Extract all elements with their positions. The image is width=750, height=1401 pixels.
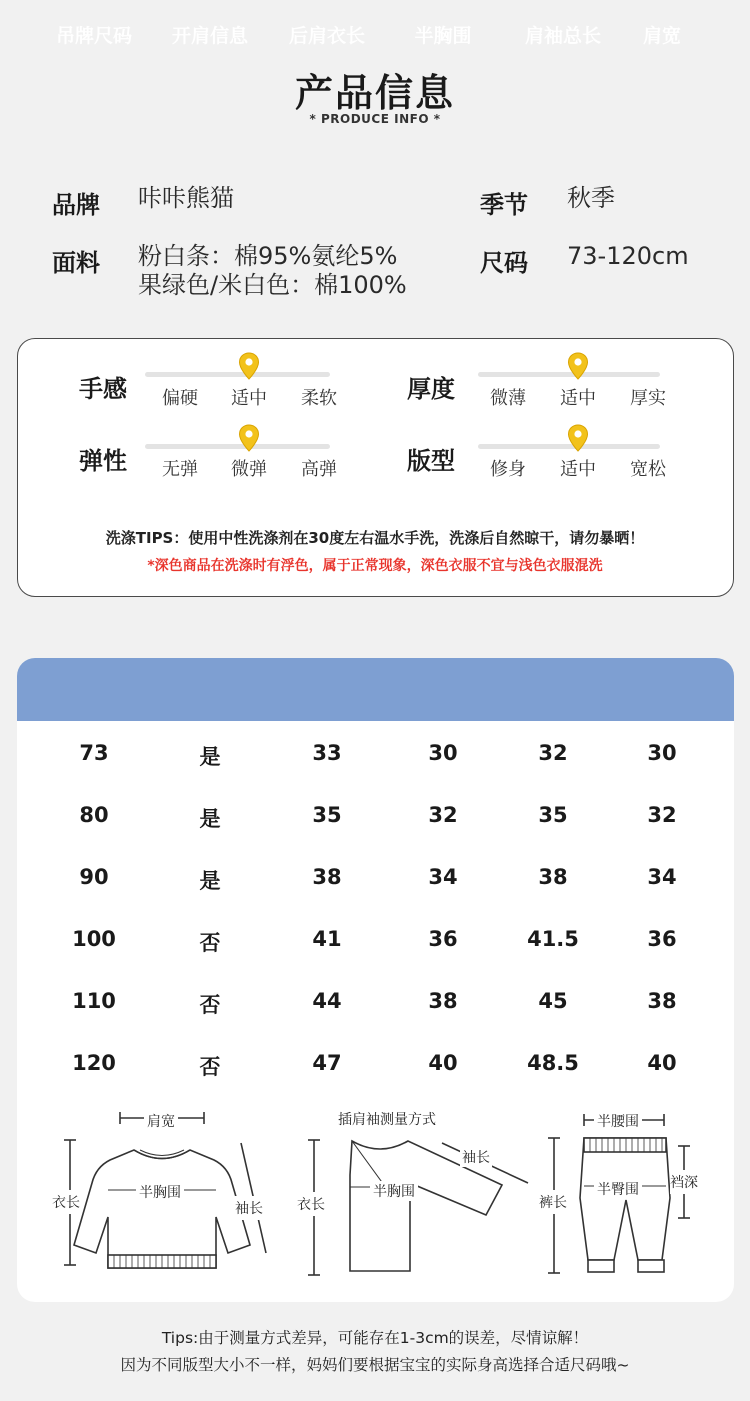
table-cell: 34 bbox=[647, 865, 677, 889]
attr-option: 偏硬 bbox=[162, 388, 198, 409]
col-header: 吊牌尺码 bbox=[55, 25, 132, 47]
table-cell: 100 bbox=[72, 927, 116, 951]
diagram-label: 半腰围 bbox=[594, 1111, 642, 1131]
diagram-label: 裆深 bbox=[670, 1170, 698, 1194]
diagram-label: 袖长 bbox=[235, 1196, 263, 1220]
location-pin-icon bbox=[567, 424, 589, 452]
diagram-label: 半臀围 bbox=[594, 1179, 642, 1199]
diagram-label: 衣长 bbox=[52, 1190, 80, 1214]
table-cell: 47 bbox=[312, 1051, 342, 1075]
table-cell: 45 bbox=[538, 989, 568, 1013]
diagram-label: 半胸围 bbox=[370, 1181, 418, 1201]
table-cell: 90 bbox=[79, 865, 109, 889]
table-cell: 41.5 bbox=[527, 927, 579, 951]
attr-option: 适中 bbox=[231, 388, 267, 409]
table-cell: 34 bbox=[428, 865, 458, 889]
table-cell: 44 bbox=[312, 989, 342, 1013]
diagram-label: 衣长 bbox=[297, 1192, 325, 1216]
table-cell: 40 bbox=[647, 1051, 677, 1075]
raglan-diagram bbox=[300, 1125, 540, 1290]
table-cell: 35 bbox=[538, 803, 568, 827]
table-cell: 否 bbox=[199, 1055, 221, 1079]
table-cell: 32 bbox=[538, 741, 568, 765]
brand-value: 咔咔熊猫 bbox=[138, 184, 234, 212]
attr-option: 高弹 bbox=[301, 459, 337, 480]
table-cell: 36 bbox=[647, 927, 677, 951]
table-cell: 110 bbox=[72, 989, 116, 1013]
attr-option: 修身 bbox=[490, 459, 526, 480]
col-header: 后肩衣长 bbox=[288, 25, 365, 47]
col-header: 肩宽 bbox=[642, 25, 681, 47]
size-value: 73-120cm bbox=[567, 242, 689, 270]
diagram-label: 肩宽 bbox=[144, 1111, 178, 1131]
page-subtitle: * PRODUCE INFO * bbox=[309, 112, 441, 126]
attr-label-fit: 版型 bbox=[407, 447, 455, 475]
col-header: 半胸围 bbox=[414, 25, 472, 47]
page-title: 产品信息 bbox=[294, 71, 455, 115]
season-label: 季节 bbox=[480, 191, 528, 219]
location-pin-icon bbox=[238, 424, 260, 452]
table-cell: 73 bbox=[79, 741, 109, 765]
table-cell: 是 bbox=[199, 869, 221, 893]
table-cell: 40 bbox=[428, 1051, 458, 1075]
table-cell: 否 bbox=[199, 931, 221, 955]
footer-tip-2: 因为不同版型大小不一样，妈妈们要根据宝宝的实际身高选择合适尺码哦~ bbox=[120, 1356, 630, 1374]
table-cell: 48.5 bbox=[527, 1051, 579, 1075]
care-tips: 洗涤TIPS：使用中性洗涤剂在30度左右温水手洗，洗涤后自然晾干，请勿暴晒！ bbox=[105, 529, 645, 547]
col-header: 肩袖总长 bbox=[524, 25, 601, 47]
location-pin-icon bbox=[567, 352, 589, 380]
diagram-label: 半胸围 bbox=[136, 1182, 184, 1202]
season-value: 秋季 bbox=[567, 184, 615, 212]
fabric-label: 面料 bbox=[52, 249, 100, 277]
location-pin-icon bbox=[238, 352, 260, 380]
attr-option: 微弹 bbox=[231, 459, 267, 480]
table-cell: 是 bbox=[199, 745, 221, 769]
raglan-caption: 插肩袖测量方式 bbox=[338, 1112, 436, 1128]
attr-option: 宽松 bbox=[630, 459, 666, 480]
table-cell: 38 bbox=[428, 989, 458, 1013]
attr-label-handfeel: 手感 bbox=[79, 375, 127, 403]
size-table-header bbox=[17, 658, 734, 721]
table-cell: 80 bbox=[79, 803, 109, 827]
fabric-line-1: 粉白条：棉95%氨纶5% bbox=[138, 242, 398, 270]
table-cell: 38 bbox=[312, 865, 342, 889]
col-header: 开肩信息 bbox=[171, 25, 248, 47]
table-cell: 32 bbox=[647, 803, 677, 827]
attr-label-elasticity: 弹性 bbox=[79, 447, 127, 475]
table-cell: 38 bbox=[538, 865, 568, 889]
table-cell: 30 bbox=[647, 741, 677, 765]
table-cell: 32 bbox=[428, 803, 458, 827]
table-cell: 30 bbox=[428, 741, 458, 765]
footer-tip-1: Tips:由于测量方式差异，可能存在1-3cm的误差，尽情谅解！ bbox=[161, 1329, 589, 1347]
size-label: 尺码 bbox=[480, 249, 528, 277]
table-cell: 35 bbox=[312, 803, 342, 827]
attr-option: 适中 bbox=[560, 459, 596, 480]
attr-option: 无弹 bbox=[162, 459, 198, 480]
attr-option: 微薄 bbox=[490, 388, 526, 409]
brand-label: 品牌 bbox=[52, 191, 100, 219]
care-warning: *深色商品在洗涤时有浮色，属于正常现象，深色衣服不宜与浅色衣服混洗 bbox=[147, 558, 603, 574]
diagram-label: 袖长 bbox=[460, 1147, 492, 1167]
table-cell: 38 bbox=[647, 989, 677, 1013]
table-cell: 否 bbox=[199, 993, 221, 1017]
attr-option: 厚实 bbox=[630, 388, 666, 409]
table-cell: 36 bbox=[428, 927, 458, 951]
table-cell: 是 bbox=[199, 807, 221, 831]
table-cell: 41 bbox=[312, 927, 342, 951]
fabric-line-2: 果绿色/米白色：棉100% bbox=[138, 271, 407, 299]
table-cell: 33 bbox=[312, 741, 342, 765]
diagram-label: 裤长 bbox=[539, 1190, 567, 1214]
table-cell: 120 bbox=[72, 1051, 116, 1075]
attr-label-thickness: 厚度 bbox=[407, 375, 455, 403]
attr-option: 柔软 bbox=[301, 388, 337, 409]
attr-option: 适中 bbox=[560, 388, 596, 409]
